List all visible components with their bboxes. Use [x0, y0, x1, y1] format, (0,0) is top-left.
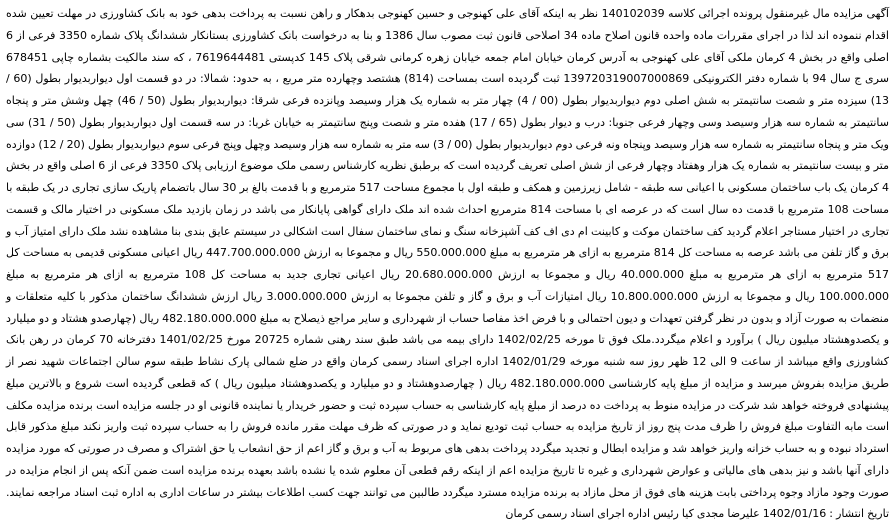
notice-body-text: آگهی مزایده مال غیرمنقول پرونده اجرائی کلاسه 140102039 نظر به اینکه آقای علی کهنوجی و حسین کهنوجی بدهکار و راهن نسبت به پرداخت بدهی خود به بانک کشاورزی در مهلت تعیین شده اقدام ننموده اند لذا در اجرای مقررات ماده واحده قانون اصلاح ماده 34 اصلاحی قانون ثبت مصوب سال 1386 و بنا به درخواست بانک کشاورزی بستانکار ششدانگ پلاک شماره 3350 فرعی از 6 اصلی واقع در بخش 4 کرمان ملکی آقای علی کهنوجی به آدرس کرمان خیابان امام جمعه خیابان زهره کرمانی شرقی پلاک 145 کدپستی 7619644481 ، که سند مالکیت بشماره چاپی 678451 سری ج سال 94 با شماره دفتر الکترونیکی 139720319007000869 ثبت گردیده است بمساحت (814) هشتصد وچهارده متر مربع ، به حدود: شمالا: در دو قسمت اول دیواربدیوار بطول (60 / 13) سیزده متر و شصت سانتیمتر به شش اصلی دوم دیواربدیوار بطول (00 / 4) چهار متر به شماره یک هزار وسیصد وپانزده فرعی شرقا: دیواربدیوار بطول (50 / 46) چهل وشش متر و پنجاه سانتیمتر به شماره سه هزار وسیصد وسی وچهار فرعی جنوبا: درب و دیوار بطول (65 / 17) هفده متر و شصت وپنج سانتیمتر به خیابان غربا: در سه قسمت اول دیواربدیوار بطول (50 / 31) سی ویک متر و پنجاه سانتیمتر به شماره سه هزار وسیصد وپنجاه ونه فرعی دوم دیواربدیوار بطول (00 / 3) سه متر به شماره سه هزار وسیصد وچهل وپنج فرعی سوم دیواربدیوار بطول (20 / 12) دوازده متر و بیست سانتیمتر به شماره یک هزار وهفتاد وچهار فرعی از شش اصلی تعریف گردیده است که برطبق نظریه کارشناس رسمی ملک موضوع ارزیابی پلاک 3350 فرعی از 6 اصلی واقع در بخش 4 کرمان یک باب ساختمان مسکونی با اعیانی سه طبقه - شامل زیرزمین و همکف و طبقه اول با مجموع مساحت 517 مترمربع و با قدمت بالغ بر 30 سال باتضمام پاریک سازی تجاری در یک طبقه با مساحت 108 مترمربع با قدمت ده سال است که در عرصه ای با مساحت 814 مترمربع احداث شده اند ملک دارای گواهی پایانکار می باشد در زمان بازدید ملک مسکونی در اختیار مالک و قسمت تجاری در اختیار مستاجر اعلام گردید کف ساختمان موکت و کابینت ام دی اف کف آشپزخانه سنگ و نمای ساختمان سفال است اشکالی در سیستم عایق بندی بنا مشاهده نشد ملک دارای امتیاز آب و برق و گاز تلفن می باشد عرصه به مساحت کل 814 مترمربع به ازای هر مترمربع به مبلغ 550.000.000 ریال و مجموعا به ارزش 447.700.000.000 ریال اعیانی مسکونی قدیمی به مساحت کل 517 مترمربع به ازای هر مترمربع به مبلغ 40.000.000 ریال و مجموعا به ارزش 20.680.000.000 ریال اعیانی تجاری جدید به مساحت کل 108 مترمربع به ازای هر مترمربع به مبلغ 100.000.000 ریال و مجموعا به ارزش 10.800.000.000 ریال امتیازات آب و برق و گاز و تلفن مجموعا به ارزش 3.000.000.000 ریال ارزش ششدانگ ساختمان مذکور با کلیه متعلقات و منضمات به صورت آزاد و بدون در نظر گرفتن تعهدات و دیون احتمالی و با فرض اخذ مفاصا حساب از شهرداری و سایر مراجع ذیصلاح به مبلغ 482.180.000.000 ریال (چهارصدو هشتاد و دو میلیارد و یکصدوهشتاد میلیون ریال ) برآورد و اعلام میگردد.ملک فوق تا مورخه 1402/02/25 دارای بیمه می باشد طبق سند رهنی شماره 20725 مورخ 1401/02/25 دفترخانه 70 کرمان در رهن بانک کشاورزی واقع میباشد از ساعت 9 الی 12 ظهر روز سه شنبه مورخه 1402/01/29 اداره اجرای اسناد رسمی کرمان واقع در ضلع شمالی پارک نشاط طبقه سوم سالن اجتماعات شهید نصر از طریق مزایده بفروش میرسد و مزایده از مبلغ پایه کارشناسی 482.180.000.000 ریال ( چهارصدوهشتاد و دو میلیارد و یکصدوهشتاد میلیون ریال ) که قطعی گردیده است شروع و بالاترین مبلغ پیشنهادی فروخته خواهد شد شرکت در مزایده منوط به پرداخت ده درصد از مبلغ پایه کارشناسی به حساب سپرده ثبت و حضور خریدار یا نماینده قانونی او در جلسه مزایده است برنده مزایده مکلف است مابه التفاوت مبلغ فروش را ظرف مدت پنج روز از تاریخ مزایده به حساب ثبت تودیع نماید و در صورتی که ظرف مهلت مقرر مانده فروش را به حساب سپرده ثبت واریز نکند مبلغ مذکور قابل استرداد نبوده و به حساب خزانه واریز خواهد شد و مزایده ابطال و تجدید میگردد پرداخت بدهی های مربوط به آب و برق و گاز اعم از حق انشعاب یا حق اشتراک و مصرف در صورتی که مورد مزایده دارای آنها باشد و نیز بدهی های مالیاتی و عوارض شهرداری و غیره تا تاریخ مزایده اعم از اینکه رقم قطعی آن معلوم شده یا نشده باشد بعهده برنده مزایده است ضمن آنکه پس از انجام مزایده در صورت وجود مازاد وجوه پرداختی بابت هزینه های فوق از محل مازاد به برنده مزایده مسترد میگردد طالبین می توانند جهت کسب اطلاعات بیشتر در ساعات اداری به اداره ثبت اسناد مراجعه نمایند. تاریخ انتشار : 1402/01/16 علیرضا مجدی کیا رئیس اداره اجرای اسناد رسمی کرمان: [6, 7, 890, 521]
